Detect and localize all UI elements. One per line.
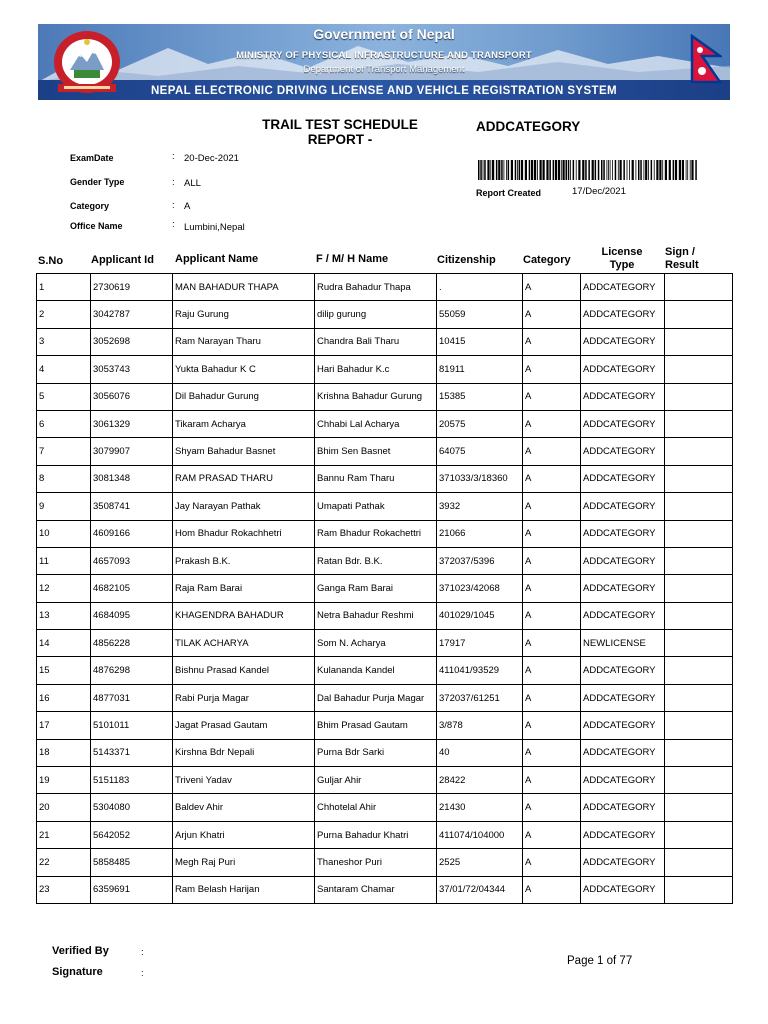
report-title-line1: TRAIL TEST SCHEDULE — [262, 117, 418, 132]
applicant-name-cell: Tikaram Acharya — [173, 410, 315, 437]
citizenship-cell: 17917 — [437, 630, 523, 657]
table-row — [37, 849, 733, 876]
table-row — [37, 684, 733, 711]
applicant-name-cell: TILAK ACHARYA — [173, 630, 315, 657]
table-row — [37, 328, 733, 355]
sign-result-cell — [665, 767, 733, 794]
license-type-cell: ADDCATEGORY — [581, 794, 665, 821]
sign-result-cell — [665, 520, 733, 547]
category-label: Category — [70, 201, 110, 211]
sno-cell: 20 — [37, 794, 91, 821]
applicant-id-cell: 5642052 — [91, 821, 173, 848]
fmh-name-cell: Netra Bahadur Reshmi — [315, 602, 437, 629]
sno-cell: 4 — [37, 356, 91, 383]
sno-cell: 7 — [37, 438, 91, 465]
category-cell: A — [523, 575, 581, 602]
applicant-name-cell: Ram Belash Harijan — [173, 876, 315, 903]
applicant-name-cell: Bishnu Prasad Kandel — [173, 657, 315, 684]
sno-cell: 23 — [37, 876, 91, 903]
applicant-name-cell: Raju Gurung — [173, 301, 315, 328]
sign-result-cell — [665, 712, 733, 739]
category-cell: A — [523, 849, 581, 876]
applicant-name-cell: Jay Narayan Pathak — [173, 493, 315, 520]
mountains-graphic — [38, 42, 730, 82]
applicant-name-cell: Baldev Ahir — [173, 794, 315, 821]
fmh-name-cell: Umapati Pathak — [315, 493, 437, 520]
citizenship-cell: 371023/42068 — [437, 575, 523, 602]
sign-result-cell — [665, 794, 733, 821]
fmh-name-cell: Bannu Ram Tharu — [315, 465, 437, 492]
applicant-table-body — [37, 274, 733, 904]
category-cell: A — [523, 794, 581, 821]
category-value: A — [184, 201, 191, 212]
signature-label: Signature — [52, 966, 103, 978]
report-title — [230, 117, 450, 147]
category-cell: A — [523, 876, 581, 903]
table-row — [37, 712, 733, 739]
citizenship-cell: 371033/3/18360 — [437, 465, 523, 492]
license-type-cell: ADDCATEGORY — [581, 849, 665, 876]
citizenship-cell: 55059 — [437, 301, 523, 328]
col-header-license-type — [586, 246, 658, 272]
applicant-id-cell: 3056076 — [91, 383, 173, 410]
sign-result-cell — [665, 438, 733, 465]
license-type-cell: ADDCATEGORY — [581, 712, 665, 739]
fmh-name-cell: Ganga Ram Barai — [315, 575, 437, 602]
fmh-name-cell: Purna Bahadur Khatri — [315, 821, 437, 848]
citizenship-cell: 64075 — [437, 438, 523, 465]
license-type-cell: ADDCATEGORY — [581, 821, 665, 848]
table-row — [37, 383, 733, 410]
table-row — [37, 602, 733, 629]
license-type-cell: ADDCATEGORY — [581, 657, 665, 684]
license-type-cell: ADDCATEGORY — [581, 465, 665, 492]
license-type-cell: ADDCATEGORY — [581, 410, 665, 437]
applicant-name-cell: RAM PRASAD THARU — [173, 465, 315, 492]
citizenship-cell: 20575 — [437, 410, 523, 437]
table-row — [37, 356, 733, 383]
applicant-name-cell: Jagat Prasad Gautam — [173, 712, 315, 739]
applicant-id-cell: 4609166 — [91, 520, 173, 547]
applicant-id-cell: 4684095 — [91, 602, 173, 629]
sno-cell: 15 — [37, 657, 91, 684]
applicant-id-cell: 5101011 — [91, 712, 173, 739]
applicant-id-cell: 4876298 — [91, 657, 173, 684]
gender-value: ALL — [184, 178, 201, 189]
citizenship-cell: 15385 — [437, 383, 523, 410]
citizenship-cell: 372037/5396 — [437, 547, 523, 574]
category-cell: A — [523, 712, 581, 739]
table-row — [37, 575, 733, 602]
applicant-name-cell: MAN BAHADUR THAPA — [173, 274, 315, 301]
fmh-name-cell: Chhotelal Ahir — [315, 794, 437, 821]
sno-cell: 17 — [37, 712, 91, 739]
citizenship-cell: 40 — [437, 739, 523, 766]
sno-cell: 12 — [37, 575, 91, 602]
license-type-cell: ADDCATEGORY — [581, 767, 665, 794]
sign-result-cell — [665, 410, 733, 437]
table-row — [37, 630, 733, 657]
applicant-id-cell: 3508741 — [91, 493, 173, 520]
table-row — [37, 739, 733, 766]
col-header-license-type-line1: License — [601, 246, 643, 258]
category-cell: A — [523, 465, 581, 492]
license-type-cell: ADDCATEGORY — [581, 739, 665, 766]
license-type-cell: ADDCATEGORY — [581, 328, 665, 355]
sno-cell: 3 — [37, 328, 91, 355]
sign-result-cell — [665, 657, 733, 684]
applicant-id-cell: 5151183 — [91, 767, 173, 794]
license-type-cell: ADDCATEGORY — [581, 301, 665, 328]
sign-result-cell — [665, 739, 733, 766]
sno-cell: 18 — [37, 739, 91, 766]
table-row — [37, 520, 733, 547]
applicant-id-cell: 3079907 — [91, 438, 173, 465]
exam-date-value: 20-Dec-2021 — [184, 153, 239, 164]
header-banner — [38, 24, 730, 100]
category-cell: A — [523, 383, 581, 410]
table-row — [37, 876, 733, 903]
citizenship-cell: 411074/104000 — [437, 821, 523, 848]
fmh-name-cell: Rudra Bahadur Thapa — [315, 274, 437, 301]
applicant-id-cell: 4877031 — [91, 684, 173, 711]
sign-result-cell — [665, 493, 733, 520]
government-title: Government of Nepal — [313, 26, 455, 42]
fmh-name-cell: Purna Bdr Sarki — [315, 739, 437, 766]
citizenship-cell: 401029/1045 — [437, 602, 523, 629]
applicant-name-cell: Rabi Purja Magar — [173, 684, 315, 711]
citizenship-cell: . — [437, 274, 523, 301]
citizenship-cell: 21430 — [437, 794, 523, 821]
category-cell: A — [523, 520, 581, 547]
sign-result-cell — [665, 301, 733, 328]
citizenship-cell: 81911 — [437, 356, 523, 383]
license-type-cell: ADDCATEGORY — [581, 356, 665, 383]
table-row — [37, 657, 733, 684]
applicant-id-cell: 3042787 — [91, 301, 173, 328]
sno-cell: 5 — [37, 383, 91, 410]
signature-sep: : — [141, 968, 144, 979]
fmh-name-cell: Hari Bahadur K.c — [315, 356, 437, 383]
exam-date-label: ExamDate — [70, 153, 114, 163]
sign-result-cell — [665, 684, 733, 711]
category-cell: A — [523, 328, 581, 355]
citizenship-cell: 3932 — [437, 493, 523, 520]
sno-cell: 21 — [37, 821, 91, 848]
license-type-cell: ADDCATEGORY — [581, 602, 665, 629]
category-cell: A — [523, 356, 581, 383]
sno-cell: 22 — [37, 849, 91, 876]
category-cell: A — [523, 274, 581, 301]
applicant-id-cell: 2730619 — [91, 274, 173, 301]
sno-cell: 2 — [37, 301, 91, 328]
col-header-license-type-line2: Type — [609, 259, 635, 271]
applicant-name-cell: Dil Bahadur Gurung — [173, 383, 315, 410]
sno-cell: 14 — [37, 630, 91, 657]
exam-date-sep: : — [172, 151, 175, 162]
sign-result-cell — [665, 821, 733, 848]
applicant-id-cell: 3081348 — [91, 465, 173, 492]
fmh-name-cell: Santaram Chamar — [315, 876, 437, 903]
ministry-title: MINISTRY OF PHYSICAL INFRASTRUCTURE AND TRANSPORT — [236, 50, 532, 61]
verified-by-sep: : — [141, 947, 144, 958]
col-header-sno: S.No — [38, 255, 64, 267]
table-row — [37, 821, 733, 848]
applicant-name-cell: Ram Narayan Tharu — [173, 328, 315, 355]
fmh-name-cell: Dal Bahadur Purja Magar — [315, 684, 437, 711]
category-cell: A — [523, 602, 581, 629]
office-value: Lumbini,Nepal — [184, 222, 245, 233]
col-header-sign-line1: Sign / — [665, 246, 695, 258]
applicant-id-cell: 3061329 — [91, 410, 173, 437]
table-row — [37, 410, 733, 437]
category-cell: A — [523, 630, 581, 657]
office-sep: : — [172, 219, 175, 230]
sign-result-cell — [665, 356, 733, 383]
category-cell: A — [523, 821, 581, 848]
citizenship-cell: 10415 — [437, 328, 523, 355]
category-cell: A — [523, 684, 581, 711]
fmh-name-cell: Bhim Sen Basnet — [315, 438, 437, 465]
fmh-name-cell: Ratan Bdr. B.K. — [315, 547, 437, 574]
sno-cell: 13 — [37, 602, 91, 629]
applicant-name-cell: Kirshna Bdr Nepali — [173, 739, 315, 766]
fmh-name-cell: dilip gurung — [315, 301, 437, 328]
sno-cell: 11 — [37, 547, 91, 574]
col-header-sign-line2: Result — [665, 259, 699, 271]
col-header-applicant-id: Applicant Id — [91, 254, 154, 266]
verified-by-label: Verified By — [52, 945, 109, 957]
col-header-sign-result — [665, 246, 699, 272]
sign-result-cell — [665, 575, 733, 602]
applicant-name-cell: Prakash B.K. — [173, 547, 315, 574]
category-cell: A — [523, 739, 581, 766]
system-title: NEPAL ELECTRONIC DRIVING LICENSE AND VEHICLE REGISTRATION SYSTEM — [150, 85, 618, 97]
sign-result-cell — [665, 383, 733, 410]
applicant-id-cell: 5143371 — [91, 739, 173, 766]
license-type-cell: ADDCATEGORY — [581, 547, 665, 574]
sign-result-cell — [665, 274, 733, 301]
applicant-id-cell: 4657093 — [91, 547, 173, 574]
fmh-name-cell: Bhim Prasad Gautam — [315, 712, 437, 739]
fmh-name-cell: Som N. Acharya — [315, 630, 437, 657]
col-header-applicant-name: Applicant Name — [175, 253, 259, 265]
gender-sep: : — [172, 177, 175, 188]
report-created-label: Report Created — [476, 188, 542, 198]
applicant-id-cell: 3053743 — [91, 356, 173, 383]
fmh-name-cell: Thaneshor Puri — [315, 849, 437, 876]
page-indicator: Page 1 of 77 — [567, 955, 633, 967]
applicant-name-cell: Triveni Yadav — [173, 767, 315, 794]
fmh-name-cell: Krishna Bahadur Gurung — [315, 383, 437, 410]
barcode-graphic — [478, 160, 700, 180]
table-row — [37, 547, 733, 574]
citizenship-cell: 2525 — [437, 849, 523, 876]
sign-result-cell — [665, 547, 733, 574]
fmh-name-cell: Guljar Ahir — [315, 767, 437, 794]
license-type-cell: ADDCATEGORY — [581, 438, 665, 465]
license-type-cell: NEWLICENSE — [581, 630, 665, 657]
sign-result-cell — [665, 876, 733, 903]
citizenship-cell: 411041/93529 — [437, 657, 523, 684]
sno-cell: 19 — [37, 767, 91, 794]
fmh-name-cell: Chhabi Lal Acharya — [315, 410, 437, 437]
sign-result-cell — [665, 630, 733, 657]
applicant-id-cell: 4856228 — [91, 630, 173, 657]
table-row — [37, 301, 733, 328]
report-category-title: ADDCATEGORY — [476, 119, 581, 134]
license-type-cell: ADDCATEGORY — [581, 520, 665, 547]
department-title: Department of Transport Management — [303, 64, 465, 75]
col-header-citizenship: Citizenship — [437, 254, 496, 266]
table-row — [37, 438, 733, 465]
report-created-value: 17/Dec/2021 — [572, 186, 626, 197]
col-header-fmh-name: F / M/ H Name — [316, 253, 389, 265]
category-cell: A — [523, 410, 581, 437]
category-cell: A — [523, 301, 581, 328]
citizenship-cell: 37/01/72/04344 — [437, 876, 523, 903]
sno-cell: 9 — [37, 493, 91, 520]
category-cell: A — [523, 767, 581, 794]
fmh-name-cell: Kulananda Kandel — [315, 657, 437, 684]
fmh-name-cell: Chandra Bali Tharu — [315, 328, 437, 355]
citizenship-cell: 28422 — [437, 767, 523, 794]
sno-cell: 1 — [37, 274, 91, 301]
fmh-name-cell: Ram Bhadur Rokachettri — [315, 520, 437, 547]
table-row — [37, 767, 733, 794]
category-cell: A — [523, 493, 581, 520]
applicant-id-cell: 3052698 — [91, 328, 173, 355]
category-cell: A — [523, 657, 581, 684]
applicant-id-cell: 4682105 — [91, 575, 173, 602]
sign-result-cell — [665, 602, 733, 629]
applicant-name-cell: Shyam Bahadur Basnet — [173, 438, 315, 465]
sno-cell: 6 — [37, 410, 91, 437]
applicant-table — [36, 273, 733, 904]
license-type-cell: ADDCATEGORY — [581, 876, 665, 903]
applicant-name-cell: Arjun Khatri — [173, 821, 315, 848]
license-type-cell: ADDCATEGORY — [581, 575, 665, 602]
license-type-cell: ADDCATEGORY — [581, 684, 665, 711]
gender-label: Gender Type — [70, 177, 125, 187]
applicant-name-cell: Raja Ram Barai — [173, 575, 315, 602]
table-row — [37, 493, 733, 520]
applicant-id-cell: 5304080 — [91, 794, 173, 821]
sign-result-cell — [665, 328, 733, 355]
sno-cell: 8 — [37, 465, 91, 492]
citizenship-cell: 21066 — [437, 520, 523, 547]
col-header-category: Category — [523, 254, 571, 266]
applicant-name-cell: Hom Bhadur Rokachhetri — [173, 520, 315, 547]
citizenship-cell: 3/878 — [437, 712, 523, 739]
sign-result-cell — [665, 849, 733, 876]
sno-cell: 10 — [37, 520, 91, 547]
license-type-cell: ADDCATEGORY — [581, 383, 665, 410]
sno-cell: 16 — [37, 684, 91, 711]
license-type-cell: ADDCATEGORY — [581, 493, 665, 520]
category-cell: A — [523, 438, 581, 465]
category-cell: A — [523, 547, 581, 574]
nepal-flag-icon — [690, 34, 722, 84]
applicant-id-cell: 6359691 — [91, 876, 173, 903]
report-title-line2: REPORT - — [307, 132, 373, 147]
table-row — [37, 794, 733, 821]
citizenship-cell: 372037/61251 — [437, 684, 523, 711]
office-label: Office Name — [70, 221, 123, 231]
license-type-cell: ADDCATEGORY — [581, 274, 665, 301]
applicant-name-cell: Megh Raj Puri — [173, 849, 315, 876]
applicant-name-cell: Yukta Bahadur K C — [173, 356, 315, 383]
table-row — [37, 465, 733, 492]
applicant-id-cell: 5858485 — [91, 849, 173, 876]
category-sep: : — [172, 200, 175, 211]
sign-result-cell — [665, 465, 733, 492]
table-row — [37, 274, 733, 301]
applicant-name-cell: KHAGENDRA BAHADUR — [173, 602, 315, 629]
